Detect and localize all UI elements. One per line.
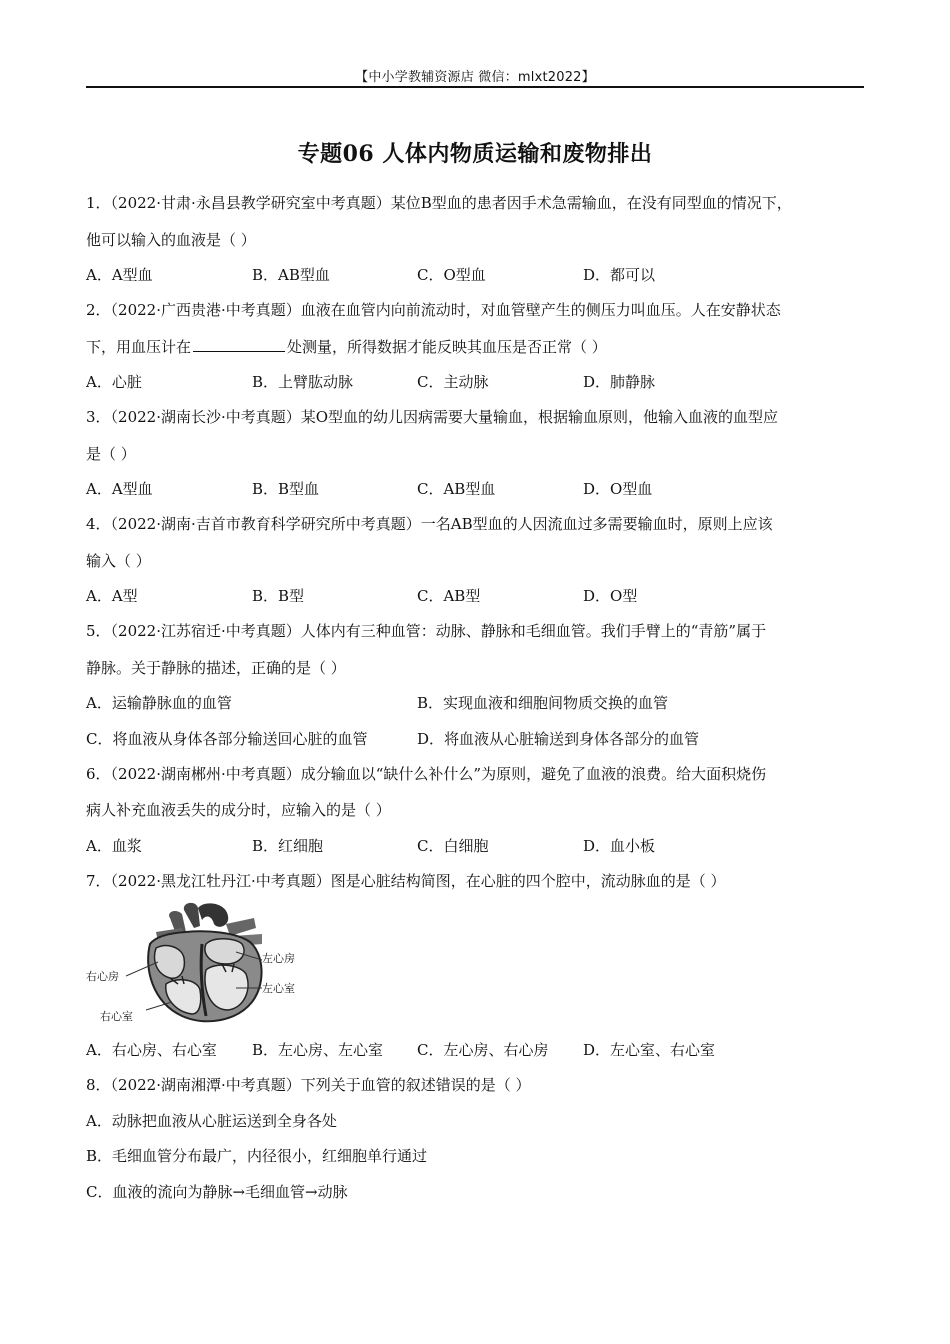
question-5-option-b: B．实现血液和细胞间物质交换的血管 (417, 694, 669, 712)
question-6-option-d: D．血小板 (583, 837, 656, 855)
question-3-text-cont: 是（ ） (86, 445, 136, 463)
heart-diagram (86, 898, 316, 1030)
question-8-option-c: C．血液的流向为静脉→毛细血管→动脉 (86, 1183, 348, 1201)
question-5-text-cont: 静脉。关于静脉的描述，正确的是（ ） (86, 659, 346, 677)
page-header: 【中小学教辅资源店 微信：mlxt2022】 (355, 70, 595, 85)
question-2-text-cont (86, 337, 607, 357)
question-4-option-d: D．O型 (583, 587, 638, 605)
question-1-option-b: B．AB型血 (252, 266, 330, 284)
question-5-option-c: C．将血液从身体各部分输送回心脏的血管 (86, 730, 368, 748)
question-6-option-c: C．白细胞 (417, 837, 489, 855)
question-2-option-d: D．肺静脉 (583, 373, 656, 391)
question-5-option-d: D．将血液从心脏输送到身体各部分的血管 (417, 730, 700, 748)
label-right-ventricle: 右心室 (100, 1010, 133, 1023)
question-4-option-c: C．AB型 (417, 587, 481, 605)
question-3-option-a: A．A型血 (86, 480, 153, 498)
question-7-option-d: D．左心室、右心室 (583, 1041, 716, 1059)
label-right-atrium: 右心房 (86, 970, 119, 983)
question-7-option-b: B．左心房、左心室 (252, 1041, 384, 1059)
question-3-text: 3．（2022·湖南长沙·中考真题）某O型血的幼儿因病需要大量输血，根据输血原则，他输入血液的血型应 (86, 408, 779, 426)
question-8-text: 8．（2022·湖南湘潭·中考真题）下列关于血管的叙述错误的是（ ） (86, 1076, 531, 1094)
label-left-atrium: 左心房 (262, 952, 295, 965)
question-2-before-blank: 下，用血压计在 (86, 338, 192, 356)
question-4-option-b: B．B型 (252, 587, 305, 605)
question-1-option-a: A．A型血 (86, 266, 153, 284)
question-7-text: 7．（2022·黑龙江牡丹江·中考真题）图是心脏结构简图，在心脏的四个腔中，流动脉血的是（ ） (86, 872, 726, 890)
label-left-ventricle: 左心室 (262, 982, 295, 995)
question-3-option-c: C．AB型血 (417, 480, 496, 498)
question-2-option-a: A．心脏 (86, 373, 142, 391)
fill-in-blank (193, 337, 285, 352)
question-1-option-d: D．都可以 (583, 266, 656, 284)
question-4-text: 4．（2022·湖南·吉首市教育科学研究所中考真题）一名AB型血的人因流血过多需要输血时，原则上应该 (86, 515, 773, 533)
question-7-option-a: A．右心房、右心室 (86, 1041, 217, 1059)
question-3-option-b: B．B型血 (252, 480, 320, 498)
question-1-option-c: C．O型血 (417, 266, 486, 284)
question-5-text: 5．（2022·江苏宿迁·中考真题）人体内有三种血管：动脉、静脉和毛细血管。我们手臂上的“青筋”属于 (86, 622, 767, 640)
question-6-text: 6．（2022·湖南郴州·中考真题）成分输血以“缺什么补什么”为原则，避免了血液的浪费。给大面积烧伤 (86, 765, 767, 783)
question-5-option-a: A．运输静脉血的血管 (86, 694, 232, 712)
question-6-option-a: A．血浆 (86, 837, 142, 855)
question-6-text-cont: 病人补充血液丢失的成分时，应输入的是（ ） (86, 801, 391, 819)
question-6-option-b: B．红细胞 (252, 837, 324, 855)
question-8-option-a: A．动脉把血液从心脏运送到全身各处 (86, 1112, 337, 1130)
question-2-option-c: C．主动脉 (417, 373, 489, 391)
page-title: 专题06 人体内物质运输和废物排出 (297, 141, 653, 167)
question-7-option-c: C．左心房、右心房 (417, 1041, 549, 1059)
question-2-after-blank: 处测量，所得数据才能反映其血压是否正常（ ） (287, 338, 607, 356)
header-divider (86, 86, 864, 88)
question-1-text: 1．（2022·甘肃·永昌县教学研究室中考真题）某位B型血的患者因手术急需输血，在没有同型血的情况下， (86, 194, 792, 212)
question-8-option-b: B．毛细血管分布最广，内径很小，红细胞单行通过 (86, 1147, 428, 1165)
question-4-text-cont: 输入（ ） (86, 552, 151, 570)
question-2-text: 2．（2022·广西贵港·中考真题）血液在血管内向前流动时，对血管壁产生的侧压力叫血压。人在安静状态 (86, 301, 781, 319)
question-3-option-d: D．O型血 (583, 480, 653, 498)
question-2-option-b: B．上臂肱动脉 (252, 373, 354, 391)
question-4-option-a: A．A型 (86, 587, 138, 605)
question-1-text-cont: 他可以输入的血液是（ ） (86, 231, 256, 249)
